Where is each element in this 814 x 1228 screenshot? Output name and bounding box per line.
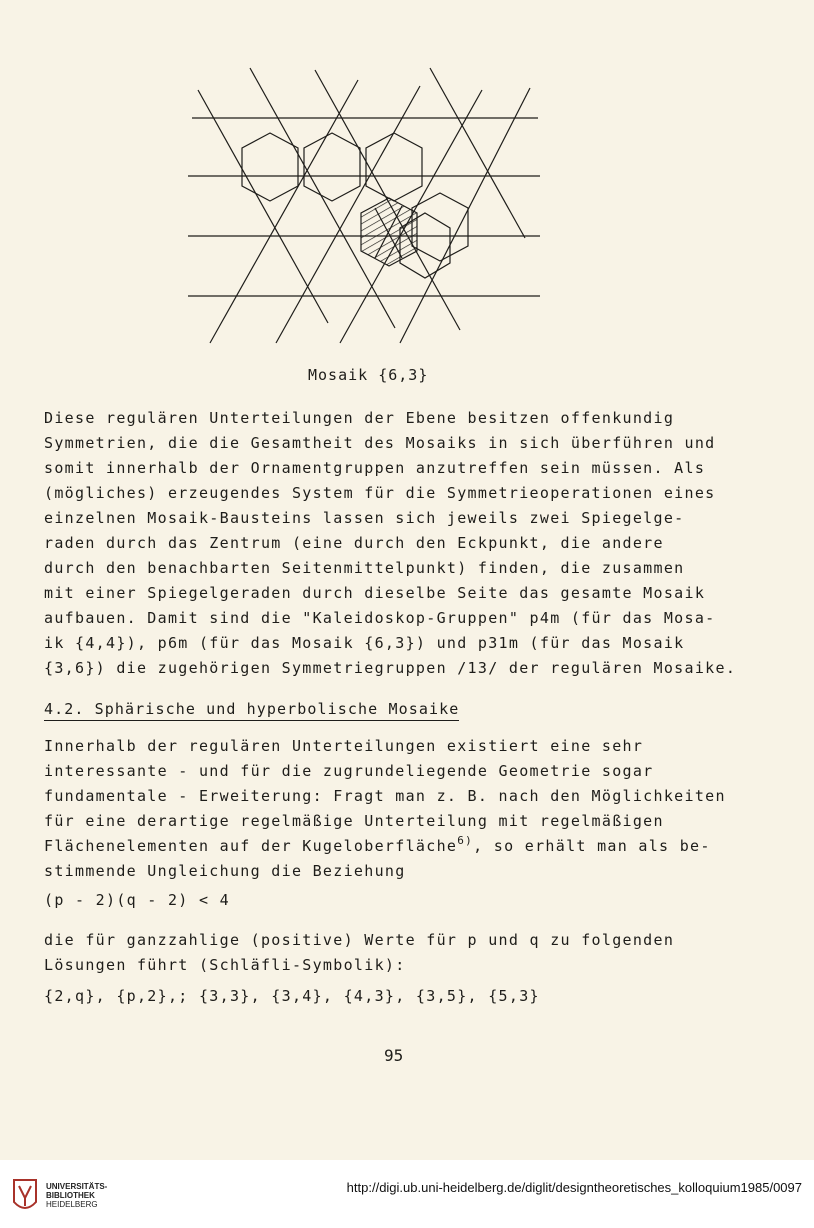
mirror-line [198,90,328,323]
text-span: Flächenelementen auf der Kugeloberfläche [44,837,458,855]
mosaic-6-3-figure [180,58,550,353]
inequality: (p - 2)(q - 2) < 4 [44,891,230,909]
text-line [44,834,726,859]
text-line: mit einer Spiegelgeraden durch dieselbe Seite das gesamte Mosaik [44,584,706,602]
library-line: HEIDELBERG [46,1200,98,1209]
text-line: Diese regulären Unterteilungen der Ebene besitzen offenkundig [44,409,675,427]
library-seal-icon [10,1178,40,1214]
paragraph-1 [44,406,736,681]
text-line: fundamentale - Erweiterung: Fragt man z. B. nach den Möglichkeiten [44,787,726,805]
text-line: Innerhalb der regulären Unterteilungen existiert eine sehr [44,737,644,755]
text-line: {3,6}) die zugehörigen Symmetriegruppen /13/ der regulären Mosaike. [44,659,737,677]
page-number: 95 [384,1046,404,1065]
text-line: einzelnen Mosaik-Bausteins lassen sich jeweils zwei Spiegelge- [44,509,685,527]
text-line: aufbauen. Damit sind die "Kaleidoskop-Gruppen" p4m (für das Mosa- [44,609,716,627]
text-line: (mögliches) erzeugendes System für die Symmetrieoperationen eines [44,484,716,502]
text-line: somit innerhalb der Ornamentgruppen anzutreffen sein müssen. Als [44,459,706,477]
library-line: UNIVERSITÄTS- [46,1182,108,1191]
source-url-link[interactable]: http://digi.ub.uni-heidelberg.de/diglit/designtheoretisches_kolloquium1985/0097 [346,1180,802,1195]
text-line: interessante - und für die zugrundeliegende Geometrie sogar [44,762,654,780]
text-line: durch den benachbarten Seitenmittelpunkt) finden, die zusammen [44,559,685,577]
text-line: stimmende Ungleichung die Beziehung [44,862,406,880]
hexagon-tile [304,133,360,201]
paragraph-3 [44,928,674,978]
text-line: Symmetrien, die die Gesamtheit des Mosaiks in sich überführen und [44,434,716,452]
section-heading: 4.2. Sphärische und hyperbolische Mosaike [44,700,459,721]
text-line: raden durch das Zentrum (eine durch den Eckpunkt, die andere [44,534,664,552]
paragraph-2 [44,734,726,884]
footnote-marker: 6) [457,834,474,847]
schlaefli-solutions: {2,q}, {p,2},; {3,3}, {3,4}, {4,3}, {3,5}, {5,3} [44,987,540,1005]
hexagon-tile [242,133,298,201]
library-name [46,1182,107,1209]
mirror-line [250,68,395,328]
mirror-line [210,80,358,343]
mirror-line [400,88,530,343]
text-line: Lösungen führt (Schläfli-Symbolik): [44,956,406,974]
text-line: ik {4,4}), p6m (für das Mosaik {6,3}) und p31m (für das Mosaik [44,634,685,652]
text-span: , so erhält man als be- [473,837,711,855]
figure-caption: Mosaik {6,3} [308,366,429,384]
text-line: für eine derartige regelmäßige Unterteilung mit regelmäßigen [44,812,664,830]
mirror-line [430,68,525,238]
library-line: BIBLIOTHEK [46,1191,95,1200]
text-line: die für ganzzahlige (positive) Werte für p und q zu folgenden [44,931,675,949]
